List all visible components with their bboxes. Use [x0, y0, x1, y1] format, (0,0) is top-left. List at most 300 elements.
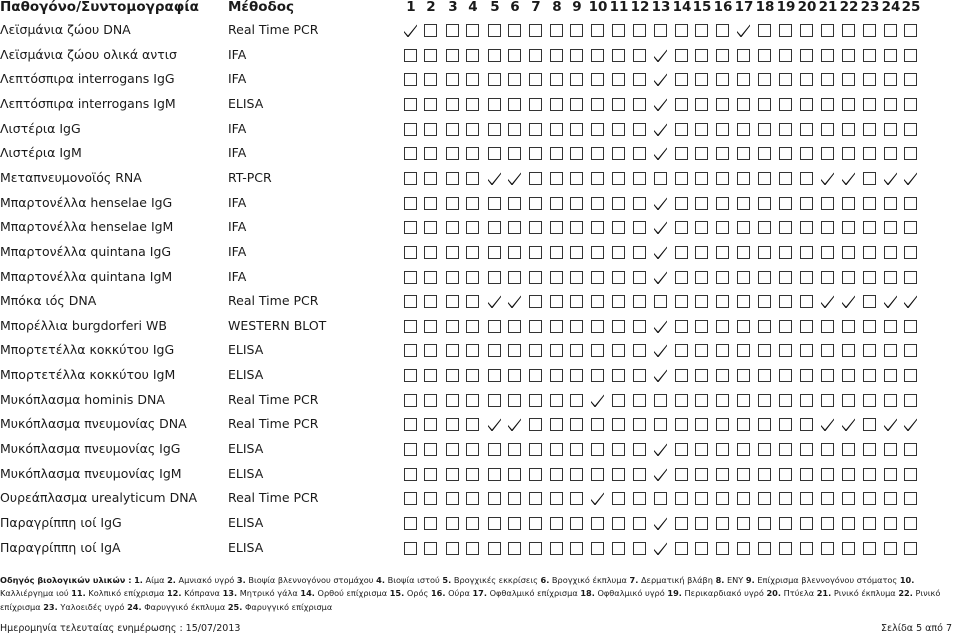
empty-checkbox	[550, 295, 563, 308]
empty-checkbox	[404, 221, 417, 234]
empty-checkbox	[488, 246, 501, 259]
empty-checkbox	[884, 49, 897, 62]
empty-checkbox	[863, 344, 876, 357]
pathogen-name: Μπορτετέλλα κοκκύτου IgG	[0, 342, 175, 358]
empty-checkbox	[737, 443, 750, 456]
empty-checkbox	[758, 271, 771, 284]
checkmark-icon	[821, 172, 834, 185]
empty-checkbox	[800, 542, 813, 555]
empty-checkbox	[842, 492, 855, 505]
checkmark-icon	[842, 418, 855, 431]
empty-checkbox	[529, 172, 542, 185]
empty-checkbox	[570, 418, 583, 431]
method-name: IFA	[228, 71, 247, 87]
empty-checkbox	[842, 49, 855, 62]
table-row	[0, 170, 960, 194]
pathogen-name: Λιστέρια IgM	[0, 145, 82, 161]
empty-checkbox	[800, 172, 813, 185]
empty-checkbox	[488, 271, 501, 284]
checkmark-icon	[821, 295, 834, 308]
method-name: IFA	[228, 243, 247, 259]
empty-checkbox	[842, 24, 855, 37]
empty-checkbox	[675, 147, 688, 160]
empty-checkbox	[466, 394, 479, 407]
empty-checkbox	[758, 221, 771, 234]
empty-checkbox	[570, 246, 583, 259]
empty-checkbox	[446, 197, 459, 210]
empty-checkbox	[779, 147, 792, 160]
specimen-number: 22.	[898, 588, 913, 599]
empty-checkbox	[863, 295, 876, 308]
empty-checkbox	[570, 73, 583, 86]
checkmark-icon	[904, 172, 917, 185]
empty-checkbox	[779, 418, 792, 431]
empty-checkbox	[612, 295, 625, 308]
empty-checkbox	[779, 221, 792, 234]
empty-checkbox	[612, 418, 625, 431]
empty-checkbox	[488, 73, 501, 86]
pathogen-name: Λεϊσμάνια ζώου DNA	[0, 22, 131, 37]
empty-checkbox	[508, 542, 521, 555]
empty-checkbox	[529, 443, 542, 456]
empty-checkbox	[466, 542, 479, 555]
empty-checkbox	[675, 73, 688, 86]
empty-checkbox	[758, 295, 771, 308]
column-number-16: 16	[713, 0, 733, 15]
empty-checkbox	[758, 24, 771, 37]
empty-checkbox	[550, 49, 563, 62]
empty-checkbox	[404, 443, 417, 456]
empty-checkbox	[863, 271, 876, 284]
empty-checkbox	[612, 197, 625, 210]
pathogen-name: Λεπτόσπιρα interrogans IgG	[0, 71, 175, 87]
empty-checkbox	[446, 295, 459, 308]
empty-checkbox	[570, 468, 583, 481]
empty-checkbox	[758, 246, 771, 259]
empty-checkbox	[842, 73, 855, 86]
empty-checkbox	[508, 443, 521, 456]
method-name: ELISA	[228, 95, 264, 111]
empty-checkbox	[800, 246, 813, 259]
method-name: ELISA	[228, 441, 264, 457]
empty-checkbox	[446, 320, 459, 333]
empty-checkbox	[779, 492, 792, 505]
empty-checkbox	[695, 320, 708, 333]
empty-checkbox	[821, 123, 834, 136]
checkmark-icon	[904, 295, 917, 308]
empty-checkbox	[821, 98, 834, 111]
column-number-7: 7	[531, 0, 541, 15]
empty-checkbox	[695, 197, 708, 210]
checkmark-icon	[654, 246, 667, 259]
empty-checkbox	[570, 123, 583, 136]
empty-checkbox	[884, 98, 897, 111]
empty-checkbox	[529, 418, 542, 431]
empty-checkbox	[446, 418, 459, 431]
empty-checkbox	[863, 492, 876, 505]
empty-checkbox	[800, 295, 813, 308]
empty-checkbox	[821, 221, 834, 234]
empty-checkbox	[446, 147, 459, 160]
empty-checkbox	[591, 468, 604, 481]
pathogen-name: Μυκόπλασμα πνευμονίας IgG	[0, 441, 181, 457]
pathogen-name: Μπαρτονέλλα quintana IgM	[0, 268, 173, 284]
empty-checkbox	[779, 468, 792, 481]
empty-checkbox	[633, 123, 646, 136]
empty-checkbox	[737, 98, 750, 111]
empty-checkbox	[404, 369, 417, 382]
empty-checkbox	[675, 394, 688, 407]
empty-checkbox	[779, 295, 792, 308]
checkmark-icon	[654, 123, 667, 136]
method-name: IFA	[228, 120, 247, 136]
empty-checkbox	[570, 443, 583, 456]
empty-checkbox	[612, 172, 625, 185]
empty-checkbox	[821, 468, 834, 481]
empty-checkbox	[758, 492, 771, 505]
column-number-6: 6	[510, 0, 520, 15]
empty-checkbox	[675, 24, 688, 37]
checkmark-icon	[654, 517, 667, 530]
empty-checkbox	[466, 369, 479, 382]
empty-checkbox	[633, 344, 646, 357]
empty-checkbox	[446, 369, 459, 382]
empty-checkbox	[884, 443, 897, 456]
table-row	[0, 219, 960, 243]
empty-checkbox	[591, 98, 604, 111]
empty-checkbox	[466, 443, 479, 456]
empty-checkbox	[654, 24, 667, 37]
empty-checkbox	[612, 49, 625, 62]
specimen-number: 21.	[816, 588, 832, 599]
empty-checkbox	[779, 271, 792, 284]
table-row	[0, 244, 960, 268]
empty-checkbox	[633, 147, 646, 160]
empty-checkbox	[550, 221, 563, 234]
empty-checkbox	[716, 369, 729, 382]
empty-checkbox	[570, 98, 583, 111]
specimen-name: Υαλοειδές υγρό	[60, 601, 125, 612]
empty-checkbox	[695, 443, 708, 456]
pathogen-name: Μπόκα ιός DNA	[0, 293, 97, 309]
empty-checkbox	[591, 147, 604, 160]
empty-checkbox	[550, 443, 563, 456]
empty-checkbox	[675, 246, 688, 259]
pathogen-name: Μυκόπλασμα πνευμονίας DNA	[0, 416, 187, 432]
empty-checkbox	[675, 369, 688, 382]
empty-checkbox	[488, 492, 501, 505]
checkmark-icon	[654, 542, 667, 555]
empty-checkbox	[737, 197, 750, 210]
empty-checkbox	[800, 24, 813, 37]
empty-checkbox	[508, 492, 521, 505]
empty-checkbox	[884, 542, 897, 555]
empty-checkbox	[570, 24, 583, 37]
empty-checkbox	[550, 271, 563, 284]
empty-checkbox	[737, 394, 750, 407]
empty-checkbox	[488, 123, 501, 136]
method-column-header: Μέθοδος	[228, 0, 295, 15]
specimen-name: Κολπικό επίχρισμα	[88, 588, 165, 599]
checkmark-icon	[884, 295, 897, 308]
empty-checkbox	[779, 517, 792, 530]
empty-checkbox	[466, 73, 479, 86]
empty-checkbox	[633, 517, 646, 530]
empty-checkbox	[758, 344, 771, 357]
checkmark-icon	[654, 468, 667, 481]
empty-checkbox	[904, 369, 917, 382]
column-number-24: 24	[881, 0, 901, 15]
empty-checkbox	[424, 320, 437, 333]
empty-checkbox	[612, 123, 625, 136]
empty-checkbox	[863, 172, 876, 185]
empty-checkbox	[863, 468, 876, 481]
empty-checkbox	[779, 73, 792, 86]
empty-checkbox	[695, 542, 708, 555]
empty-checkbox	[612, 24, 625, 37]
empty-checkbox	[675, 271, 688, 284]
empty-checkbox	[550, 394, 563, 407]
empty-checkbox	[424, 295, 437, 308]
empty-checkbox	[800, 418, 813, 431]
checkmark-icon	[508, 172, 521, 185]
empty-checkbox	[612, 147, 625, 160]
empty-checkbox	[904, 517, 917, 530]
empty-checkbox	[404, 271, 417, 284]
empty-checkbox	[404, 542, 417, 555]
empty-checkbox	[612, 443, 625, 456]
empty-checkbox	[821, 443, 834, 456]
checkmark-icon	[488, 295, 501, 308]
empty-checkbox	[488, 468, 501, 481]
empty-checkbox	[800, 492, 813, 505]
empty-checkbox	[737, 73, 750, 86]
table-row	[0, 145, 960, 169]
specimen-name: Ορθού επίχρισμα	[317, 588, 388, 599]
specimen-number: 25.	[227, 601, 243, 612]
empty-checkbox	[424, 172, 437, 185]
empty-checkbox	[842, 344, 855, 357]
column-number-2: 2	[426, 0, 436, 15]
empty-checkbox	[633, 369, 646, 382]
empty-checkbox	[695, 73, 708, 86]
empty-checkbox	[675, 542, 688, 555]
empty-checkbox	[446, 123, 459, 136]
empty-checkbox	[488, 394, 501, 407]
empty-checkbox	[737, 369, 750, 382]
empty-checkbox	[404, 418, 417, 431]
empty-checkbox	[758, 542, 771, 555]
empty-checkbox	[716, 517, 729, 530]
empty-checkbox	[424, 468, 437, 481]
specimen-number: 10.	[899, 575, 915, 585]
table-row	[0, 22, 960, 46]
empty-checkbox	[612, 221, 625, 234]
specimen-name: Κόπρανα	[184, 588, 220, 599]
column-number-1: 1	[406, 0, 416, 15]
specimen-number: 4.	[376, 575, 385, 585]
empty-checkbox	[591, 369, 604, 382]
method-name: ELISA	[228, 342, 264, 358]
specimen-number: 12.	[166, 588, 182, 599]
pathogen-name: Μυκόπλασμα hominis DNA	[0, 391, 165, 407]
empty-checkbox	[529, 98, 542, 111]
empty-checkbox	[863, 418, 876, 431]
empty-checkbox	[570, 344, 583, 357]
empty-checkbox	[508, 344, 521, 357]
table-row	[0, 466, 960, 490]
empty-checkbox	[466, 517, 479, 530]
method-name: IFA	[228, 268, 247, 284]
method-name: Real Time PCR	[228, 490, 319, 506]
empty-checkbox	[716, 344, 729, 357]
empty-checkbox	[904, 394, 917, 407]
checkmark-icon	[654, 271, 667, 284]
specimen-number: 15.	[389, 588, 405, 599]
empty-checkbox	[404, 517, 417, 530]
empty-checkbox	[737, 418, 750, 431]
empty-checkbox	[550, 24, 563, 37]
empty-checkbox	[404, 172, 417, 185]
empty-checkbox	[466, 24, 479, 37]
empty-checkbox	[446, 172, 459, 185]
table-row	[0, 71, 960, 95]
empty-checkbox	[863, 49, 876, 62]
specimen-number: 7.	[629, 575, 639, 585]
empty-checkbox	[675, 197, 688, 210]
empty-checkbox	[508, 221, 521, 234]
empty-checkbox	[508, 320, 521, 333]
empty-checkbox	[737, 246, 750, 259]
empty-checkbox	[508, 394, 521, 407]
empty-checkbox	[821, 394, 834, 407]
empty-checkbox	[716, 271, 729, 284]
empty-checkbox	[570, 517, 583, 530]
empty-checkbox	[675, 221, 688, 234]
checkmark-icon	[884, 172, 897, 185]
empty-checkbox	[591, 271, 604, 284]
empty-checkbox	[529, 320, 542, 333]
empty-checkbox	[695, 98, 708, 111]
empty-checkbox	[529, 24, 542, 37]
empty-checkbox	[404, 295, 417, 308]
empty-checkbox	[842, 542, 855, 555]
empty-checkbox	[612, 517, 625, 530]
empty-checkbox	[612, 542, 625, 555]
empty-checkbox	[550, 418, 563, 431]
specimen-name: ΕΝΥ	[727, 575, 744, 585]
empty-checkbox	[424, 271, 437, 284]
empty-checkbox	[446, 492, 459, 505]
empty-checkbox	[779, 246, 792, 259]
empty-checkbox	[842, 517, 855, 530]
column-number-3: 3	[448, 0, 458, 15]
empty-checkbox	[404, 98, 417, 111]
empty-checkbox	[446, 542, 459, 555]
table-row	[0, 342, 960, 366]
column-number-20: 20	[797, 0, 817, 15]
checkmark-icon	[654, 221, 667, 234]
empty-checkbox	[508, 147, 521, 160]
empty-checkbox	[424, 123, 437, 136]
empty-checkbox	[695, 147, 708, 160]
empty-checkbox	[446, 517, 459, 530]
empty-checkbox	[529, 246, 542, 259]
method-name: IFA	[228, 46, 247, 62]
empty-checkbox	[884, 73, 897, 86]
empty-checkbox	[716, 295, 729, 308]
method-name: Real Time PCR	[228, 293, 319, 309]
empty-checkbox	[716, 147, 729, 160]
empty-checkbox	[716, 123, 729, 136]
empty-checkbox	[446, 221, 459, 234]
empty-checkbox	[695, 394, 708, 407]
pathogen-name: Μπαρτονέλλα henselae IgM	[0, 219, 174, 235]
pathogen-name: Παραγρίππη ιοί IgG	[0, 515, 122, 530]
empty-checkbox	[466, 172, 479, 185]
empty-checkbox	[842, 123, 855, 136]
empty-checkbox	[591, 295, 604, 308]
empty-checkbox	[737, 517, 750, 530]
checkmark-icon	[488, 418, 501, 431]
empty-checkbox	[737, 221, 750, 234]
empty-checkbox	[800, 468, 813, 481]
empty-checkbox	[904, 49, 917, 62]
checkmark-icon	[654, 320, 667, 333]
empty-checkbox	[821, 197, 834, 210]
empty-checkbox	[821, 24, 834, 37]
column-number-22: 22	[839, 0, 859, 15]
empty-checkbox	[424, 49, 437, 62]
empty-checkbox	[654, 418, 667, 431]
empty-checkbox	[550, 517, 563, 530]
empty-checkbox	[446, 73, 459, 86]
method-name: WESTERN BLOT	[228, 317, 327, 333]
empty-checkbox	[446, 443, 459, 456]
empty-checkbox	[821, 147, 834, 160]
empty-checkbox	[842, 369, 855, 382]
empty-checkbox	[591, 418, 604, 431]
pathogen-name: Μπαρτονέλλα quintana IgG	[0, 243, 172, 259]
empty-checkbox	[800, 344, 813, 357]
specimen-number: 13.	[222, 588, 238, 599]
specimen-number: 18.	[580, 588, 595, 599]
checkmark-icon	[508, 418, 521, 431]
empty-checkbox	[716, 24, 729, 37]
empty-checkbox	[446, 49, 459, 62]
empty-checkbox	[884, 24, 897, 37]
pathogen-name: Μπορέλλια burgdorferi WB	[0, 317, 167, 333]
empty-checkbox	[570, 320, 583, 333]
table-header	[0, 0, 960, 20]
empty-checkbox	[570, 221, 583, 234]
empty-checkbox	[695, 123, 708, 136]
empty-checkbox	[737, 172, 750, 185]
empty-checkbox	[863, 369, 876, 382]
empty-checkbox	[529, 394, 542, 407]
empty-checkbox	[904, 492, 917, 505]
empty-checkbox	[488, 369, 501, 382]
empty-checkbox	[466, 295, 479, 308]
empty-checkbox	[550, 246, 563, 259]
empty-checkbox	[404, 492, 417, 505]
empty-checkbox	[800, 147, 813, 160]
empty-checkbox	[779, 172, 792, 185]
empty-checkbox	[779, 443, 792, 456]
empty-checkbox	[884, 271, 897, 284]
specimen-name: Δερματική βλάβη	[640, 575, 713, 585]
table-row	[0, 515, 960, 539]
